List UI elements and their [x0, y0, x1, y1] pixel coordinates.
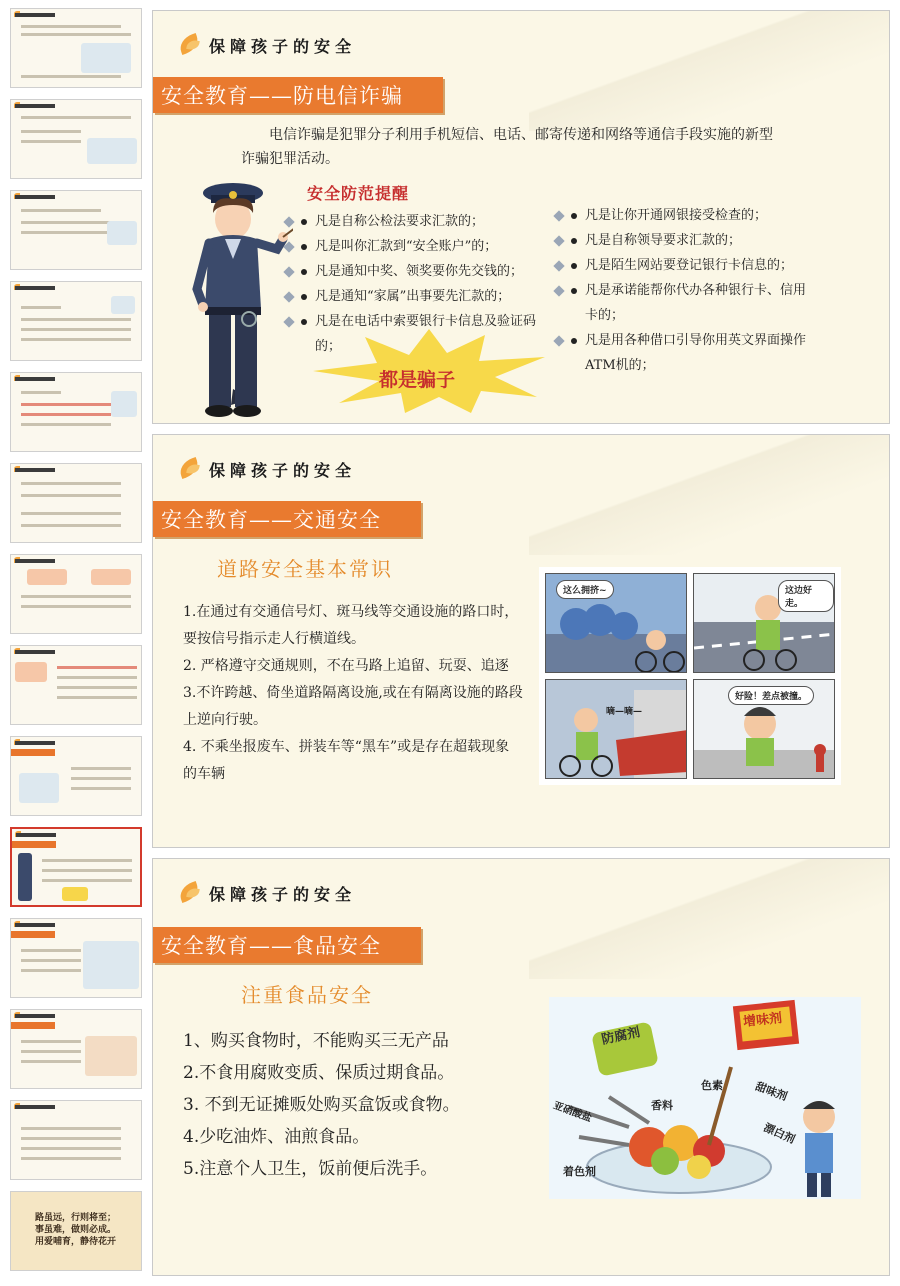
tip-item: 凡是自称公检法要求汇款的；	[285, 209, 551, 234]
rule-item: 4. 不乘坐报废车、拼装车等“黑车”或是存在超载现象的车辆	[183, 739, 510, 782]
slide-header: 保障孩子的安全	[177, 879, 356, 907]
tip-item: 凡是通知中奖、领奖要你先交钱的；	[285, 259, 551, 284]
traffic-rules-list	[183, 599, 523, 788]
section-subtitle: 注重食品安全	[241, 983, 373, 1007]
slide-food-safety	[152, 858, 890, 1276]
slide-thumbnail-2[interactable]	[10, 99, 142, 179]
section-banner: 安全教育——食品安全	[153, 927, 421, 963]
slide-thumbnail-3[interactable]	[10, 190, 142, 270]
comic-panel: 这边好走。	[693, 573, 835, 673]
food-rule-item: 3. 不到无证摊贩处购买盒饭或食物。	[183, 1095, 460, 1115]
additive-label: 漂白剂	[761, 1120, 798, 1147]
slide-thumbnail-8[interactable]	[10, 645, 142, 725]
food-rule-item: 1、购买食物时，不能购买三无产品	[183, 1031, 449, 1051]
tip-item: 凡是通知“家属”出事要先汇款的；	[285, 284, 551, 309]
slide-thumbnail-5[interactable]	[10, 372, 142, 452]
additive-label: 色素	[701, 1079, 723, 1092]
food-rule-item: 5.注意个人卫生，饭前便后洗手。	[183, 1159, 438, 1179]
additive-label: 亚硝酸盐	[551, 1100, 593, 1125]
food-safety-list	[183, 1025, 583, 1185]
food-rule-item: 4.少吃油炸、油煎食品。	[183, 1127, 370, 1147]
police-officer-illustration	[173, 179, 293, 421]
slide-thumbnail-panel[interactable]	[10, 8, 144, 1282]
food-rule-item: 2.不食用腐败变质、保质过期食品。	[183, 1063, 455, 1083]
food-additives-illustration	[549, 997, 861, 1199]
comic-panel: 这么拥挤~	[545, 573, 687, 673]
tips-title: 安全防范提醒	[307, 184, 410, 203]
additive-label: 着色剂	[563, 1165, 596, 1178]
slide-thumbnail-10-selected[interactable]	[10, 827, 142, 907]
section-banner: 安全教育——防电信诈骗	[153, 77, 443, 113]
additive-label: 防腐剂	[600, 1025, 642, 1048]
slide-telecom-fraud	[152, 10, 890, 424]
tips-right-list	[555, 203, 817, 378]
slide-thumbnail-9[interactable]	[10, 736, 142, 816]
comic-panel: 好险！差点被撞。	[693, 679, 835, 779]
slide-thumbnail-14[interactable]	[10, 1191, 142, 1271]
intro-paragraph: 电信诈骗是犯罪分子利用手机短信、电话、邮寄传递和网络等通信手段实施的新型诈骗犯罪活动。	[241, 127, 773, 167]
traffic-comic	[539, 567, 841, 785]
slide-traffic-safety	[152, 434, 890, 848]
section-subtitle: 道路安全基本常识	[217, 557, 393, 581]
leaf-icon	[177, 34, 203, 56]
slide-header: 保障孩子的安全	[177, 455, 356, 483]
slide-thumbnail-7[interactable]	[10, 554, 142, 634]
slide-thumbnail-6[interactable]	[10, 463, 142, 543]
leaf-icon	[177, 458, 203, 480]
tip-item: 凡是在电话中索要银行卡信息及验证码的；	[285, 309, 551, 359]
thumbnail-poem: 路虽远，行则将至； 事虽难，做则必成。 用爱哺育，静待花开	[35, 1213, 117, 1247]
slide-thumbnail-4[interactable]	[10, 281, 142, 361]
slide-thumbnail-12[interactable]	[10, 1009, 142, 1089]
slide-thumbnail-11[interactable]	[10, 918, 142, 998]
additive-label: 增味剂	[742, 1010, 783, 1030]
slide-thumbnail-13[interactable]	[10, 1100, 142, 1180]
tip-item: 凡是用各种借口引导你用英文界面操作ATM机的；	[555, 328, 817, 378]
burst-text: 都是骗子	[379, 369, 456, 391]
slide-header: 保障孩子的安全	[177, 31, 356, 59]
comic-panel: 嘀—嘀—	[545, 679, 687, 779]
rule-item: 1.在通过有交通信号灯、斑马线等交通设施的路口时，要按信号指示走人行横道线。	[183, 604, 519, 647]
additive-label: 甜味剂	[753, 1079, 790, 1104]
tip-item: 凡是叫你汇款到“安全账户”的；	[285, 234, 551, 259]
tip-item: 凡是陌生网站要登记银行卡信息的；	[555, 253, 817, 278]
tip-item: 凡是自称领导要求汇款的；	[555, 228, 817, 253]
section-banner: 安全教育——交通安全	[153, 501, 421, 537]
rule-item: 3.不许跨越、倚坐道路隔离设施,或在有隔离设施的路段上逆向行驶。	[183, 685, 523, 728]
leaf-icon	[177, 882, 203, 904]
tip-item: 凡是承诺能帮你代办各种银行卡、信用卡的；	[555, 278, 817, 328]
additive-label: 香料	[651, 1099, 673, 1112]
slide-thumbnail-1[interactable]	[10, 8, 142, 88]
rule-item: 2. 严格遵守交通规则，不在马路上追留、玩耍、追逐	[183, 658, 509, 674]
tip-item: 凡是让你开通网银接受检查的；	[555, 203, 817, 228]
